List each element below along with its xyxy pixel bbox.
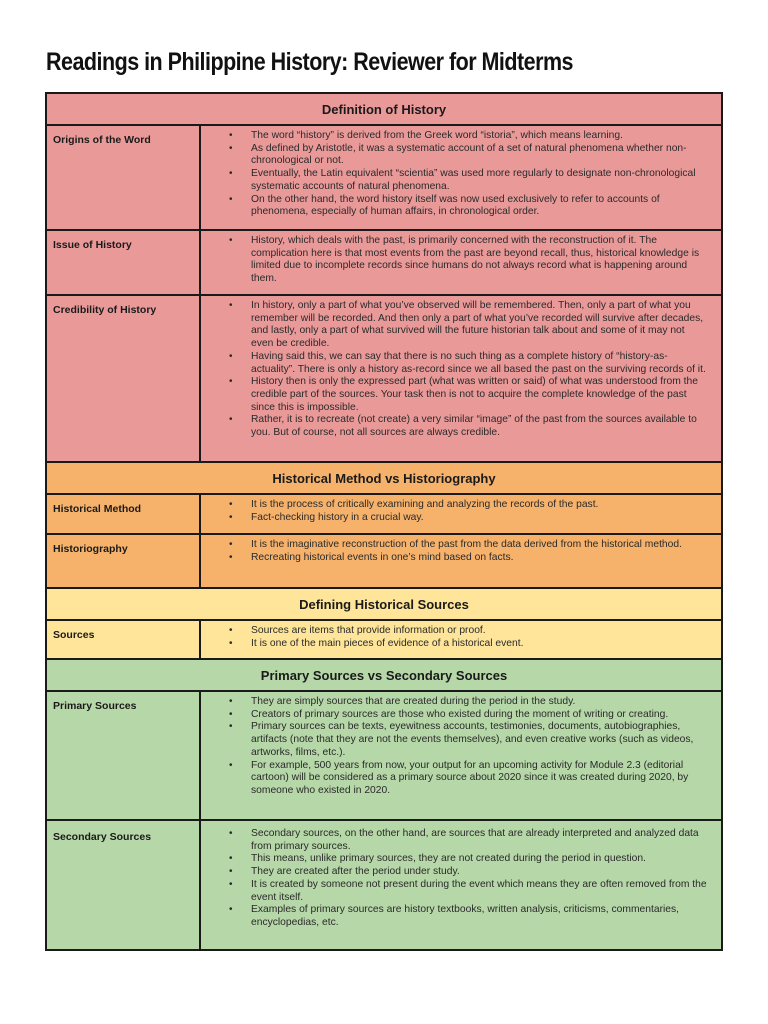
row-label: Historiography [46, 534, 200, 588]
table-row [46, 620, 722, 659]
row-label: Secondary Sources [46, 820, 200, 950]
section-header-primary-vs-secondary-sources [46, 659, 722, 691]
row-content [200, 295, 722, 462]
bullet-item: • Examples of primary sources are history textbooks, written analysis, criticisms, commentaries, encyclopedias, etc. [251, 904, 709, 929]
bullet-item: • On the other hand, the word history itself was now used exclusively to refer to accounts of phenomena, especially of human affairs, in chronological order. [251, 194, 709, 219]
bullet-item: • As defined by Aristotle, it was a systematic account of a set of natural phenomena whether non-chronological or not. [251, 143, 709, 168]
bullet-item: • They are created after the period under study. [251, 866, 709, 879]
row-label: Primary Sources [46, 691, 200, 820]
row-content [200, 620, 722, 659]
bullet-item: • It is the process of critically examining and analyzing the records of the past. [251, 499, 709, 512]
table-row [46, 295, 722, 462]
bullet-item: • Having said this, we can say that there is no such thing as a complete history of “history-as-actuality”. There is only a history as-record since we all based the past on the surviving records of it. [251, 351, 709, 376]
section-header-defining-historical-sources [46, 588, 722, 620]
bullet-item: • This means, unlike primary sources, they are not created during the period in question. [251, 853, 709, 866]
bullet-list [217, 696, 709, 798]
row-content [200, 820, 722, 950]
table-row [46, 820, 722, 950]
row-content [200, 125, 722, 230]
section-heading: Definition of History [46, 93, 722, 125]
bullet-item: • It is the imaginative reconstruction of the past from the data derived from the historical method. [251, 539, 709, 552]
reviewer-table [45, 92, 723, 951]
bullet-item: • For example, 500 years from now, your output for an upcoming activity for Module 2.3 (editorial cartoon) will be considered as a primary source about 2020 since it was created during 2020, by someone who existed in 2020. [251, 760, 709, 798]
section-heading: Historical Method vs Historiography [46, 462, 722, 494]
bullet-item: • Creators of primary sources are those who existed during the moment of writing or creating. [251, 709, 709, 722]
bullet-item: • It is one of the main pieces of evidence of a historical event. [251, 638, 709, 651]
section-heading: Defining Historical Sources [46, 588, 722, 620]
bullet-item: • Rather, it is to recreate (not create) a very similar “image” of the past from the sources available to you. But of course, not all sources are always credible. [251, 414, 709, 439]
table-row [46, 125, 722, 230]
bullet-item: • Recreating historical events in one’s mind based on facts. [251, 552, 709, 565]
row-content [200, 230, 722, 295]
table-row [46, 494, 722, 534]
row-label: Issue of History [46, 230, 200, 295]
bullet-item: • It is created by someone not present during the event which means they are often removed from the event itself. [251, 879, 709, 904]
row-label: Origins of the Word [46, 125, 200, 230]
section-header-definition-of-history [46, 93, 722, 125]
document-title: Readings in Philippine History: Reviewer for Midterms [46, 48, 573, 76]
table-row [46, 230, 722, 295]
table-row [46, 534, 722, 588]
bullet-item: • They are simply sources that are created during the period in the study. [251, 696, 709, 709]
bullet-item: • Sources are items that provide information or proof. [251, 625, 709, 638]
bullet-item: • The word “history” is derived from the Greek word “istoria”, which means learning. [251, 130, 709, 143]
bullet-item: • Eventually, the Latin equivalent “scientia” was used more regularly to designate non-chronological systematic accounts of natural phenomena. [251, 168, 709, 193]
row-label: Credibility of History [46, 295, 200, 462]
bullet-list [217, 235, 709, 286]
table-row [46, 691, 722, 820]
bullet-list [217, 539, 709, 564]
row-content [200, 534, 722, 588]
bullet-list [217, 300, 709, 440]
bullet-item: • History, which deals with the past, is primarily concerned with the reconstruction of it. The complication here is that most events from the past are beyond recall, thus, historical knowledge is limited due to incomplete records since humans do not always record what is happening around them. [251, 235, 709, 286]
row-content [200, 494, 722, 534]
section-header-historical-method-vs-historiography [46, 462, 722, 494]
bullet-item: • In history, only a part of what you’ve observed will be remembered. Then, only a part of what you remember will be recorded. And then only a part of what you’ve recorded will survive after decades, and lastly, only a part of what survived will the future historian talk about and some of it may not even be credible. [251, 300, 709, 351]
bullet-list [217, 130, 709, 219]
bullet-list [217, 625, 709, 650]
row-label: Sources [46, 620, 200, 659]
row-label: Historical Method [46, 494, 200, 534]
section-heading: Primary Sources vs Secondary Sources [46, 659, 722, 691]
bullet-list [217, 499, 709, 524]
row-content [200, 691, 722, 820]
bullet-item: • Fact-checking history in a crucial way. [251, 512, 709, 525]
bullet-item: • Secondary sources, on the other hand, are sources that are already interpreted and analyzed data from primary sources. [251, 828, 709, 853]
bullet-item: • Primary sources can be texts, eyewitness accounts, testimonies, documents, autobiographies, artifacts (note that they are not the events themselves), and even creative works (such as videos, artworks, films, etc.). [251, 721, 709, 759]
bullet-item: • History then is only the expressed part (what was written or said) of what was understood from the credible part of the sources. Your task then is not to acquire the complete knowledge of the past since this is impossible. [251, 376, 709, 414]
bullet-list [217, 828, 709, 930]
